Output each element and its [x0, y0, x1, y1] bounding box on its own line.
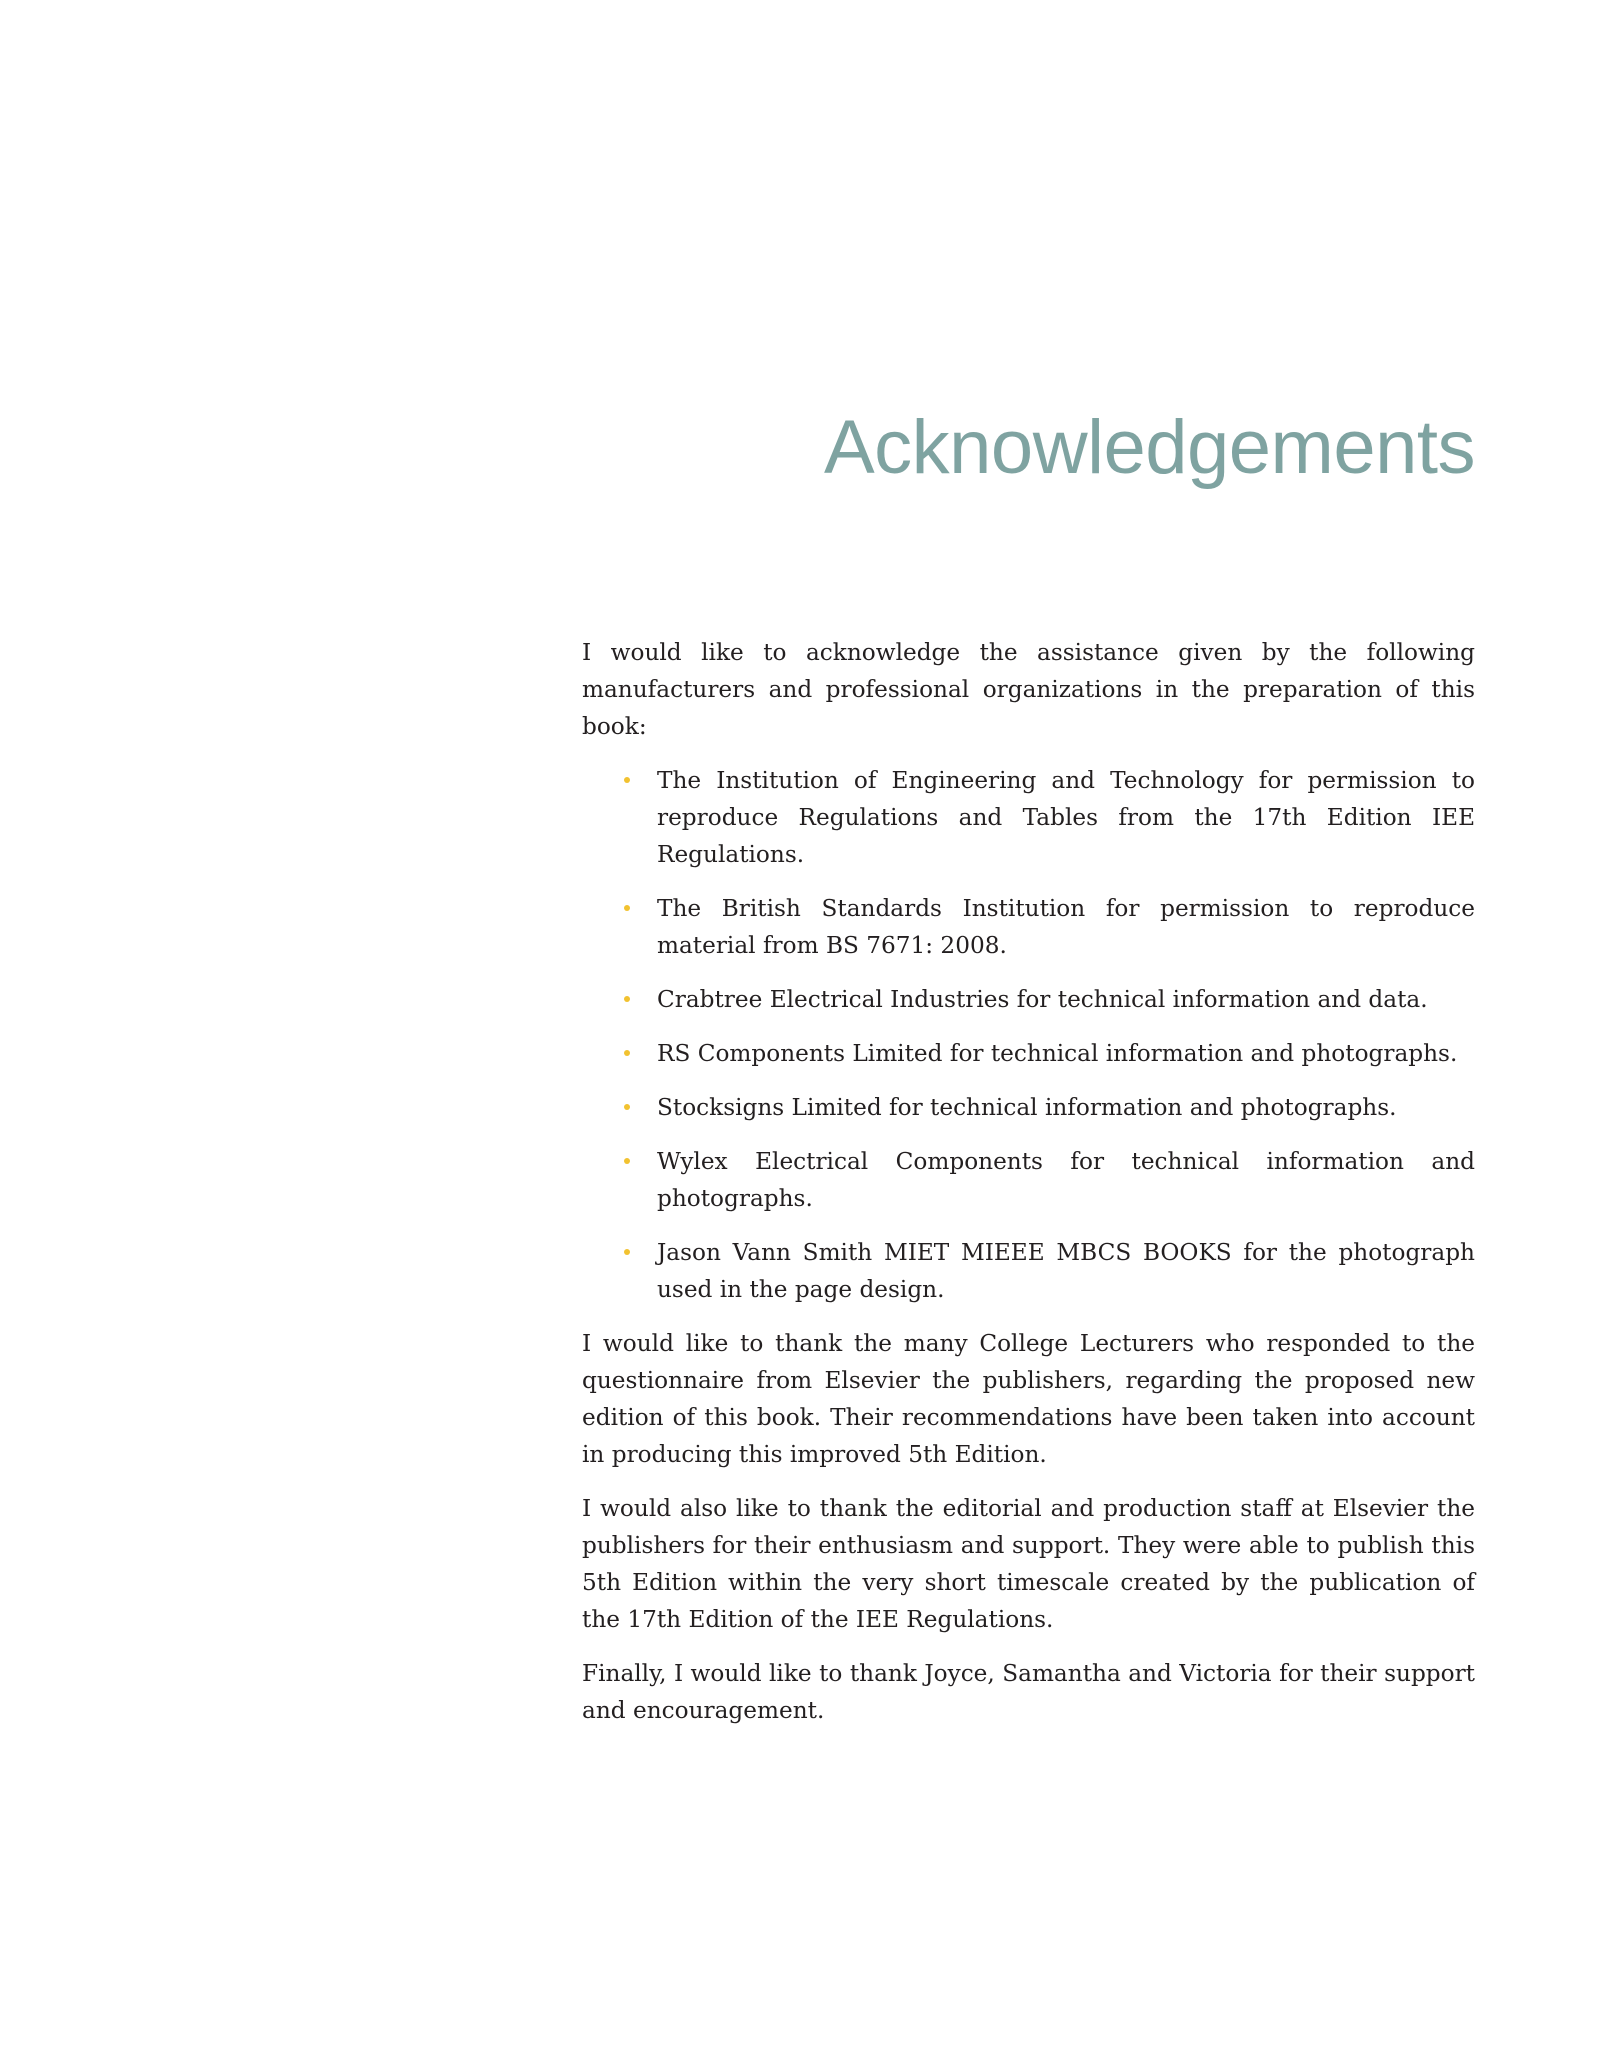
list-item	[657, 1089, 1475, 1126]
bullet-icon	[624, 777, 630, 783]
list-item-text: RS Components Limited for technical information and photographs.	[657, 1040, 1458, 1067]
list-item	[657, 1035, 1475, 1072]
list-item	[657, 762, 1475, 873]
bullet-icon	[624, 1249, 630, 1255]
list-item-text: Wylex Electrical Components for technical information and photographs.	[657, 1148, 1475, 1212]
list-item-text: Stocksigns Limited for technical information and photographs.	[657, 1094, 1397, 1121]
list-item	[657, 1143, 1475, 1217]
staff-paragraph: I would also like to thank the editorial and production staff at Elsevier the publishers for their enthusiasm and support. They were able to publish this 5th Edition within the very short timescale created by the publication of the 17th Edition of the IEE Regulations.	[582, 1495, 1475, 1633]
list-item	[657, 890, 1475, 964]
family-paragraph: Finally, I would like to thank Joyce, Samantha and Victoria for their support and encouragement.	[582, 1660, 1475, 1724]
intro-paragraph: I would like to acknowledge the assistance given by the following manufacturers and professional organizations in the preparation of this book:	[582, 639, 1475, 740]
lecturers-paragraph: I would like to thank the many College Lecturers who responded to the questionnaire from Elsevier the publishers, regarding the proposed new edition of this book. Their recommendations have been taken into account in producing this improved 5th Edition.	[582, 1330, 1475, 1468]
page-title: Acknowledgements	[823, 405, 1475, 490]
acknowledgements-body	[582, 634, 1475, 1746]
list-item-text: Crabtree Electrical Industries for technical information and data.	[657, 986, 1428, 1013]
list-item-text: Jason Vann Smith MIET MIEEE MBCS BOOKS for the photograph used in the page design.	[657, 1239, 1475, 1303]
bullet-icon	[624, 996, 630, 1002]
bullet-icon	[624, 1158, 630, 1164]
list-item-text: The Institution of Engineering and Technology for permission to reproduce Regulations and Tables from the 17th Edition IEE Regulations.	[657, 767, 1475, 868]
list-item	[657, 981, 1475, 1018]
bullet-icon	[624, 1050, 630, 1056]
acknowledgement-list	[582, 762, 1475, 1308]
list-item-text: The British Standards Institution for permission to reproduce material from BS 7671: 2008.	[657, 895, 1475, 959]
bullet-icon	[624, 1104, 630, 1110]
bullet-icon	[624, 905, 630, 911]
list-item	[657, 1234, 1475, 1308]
